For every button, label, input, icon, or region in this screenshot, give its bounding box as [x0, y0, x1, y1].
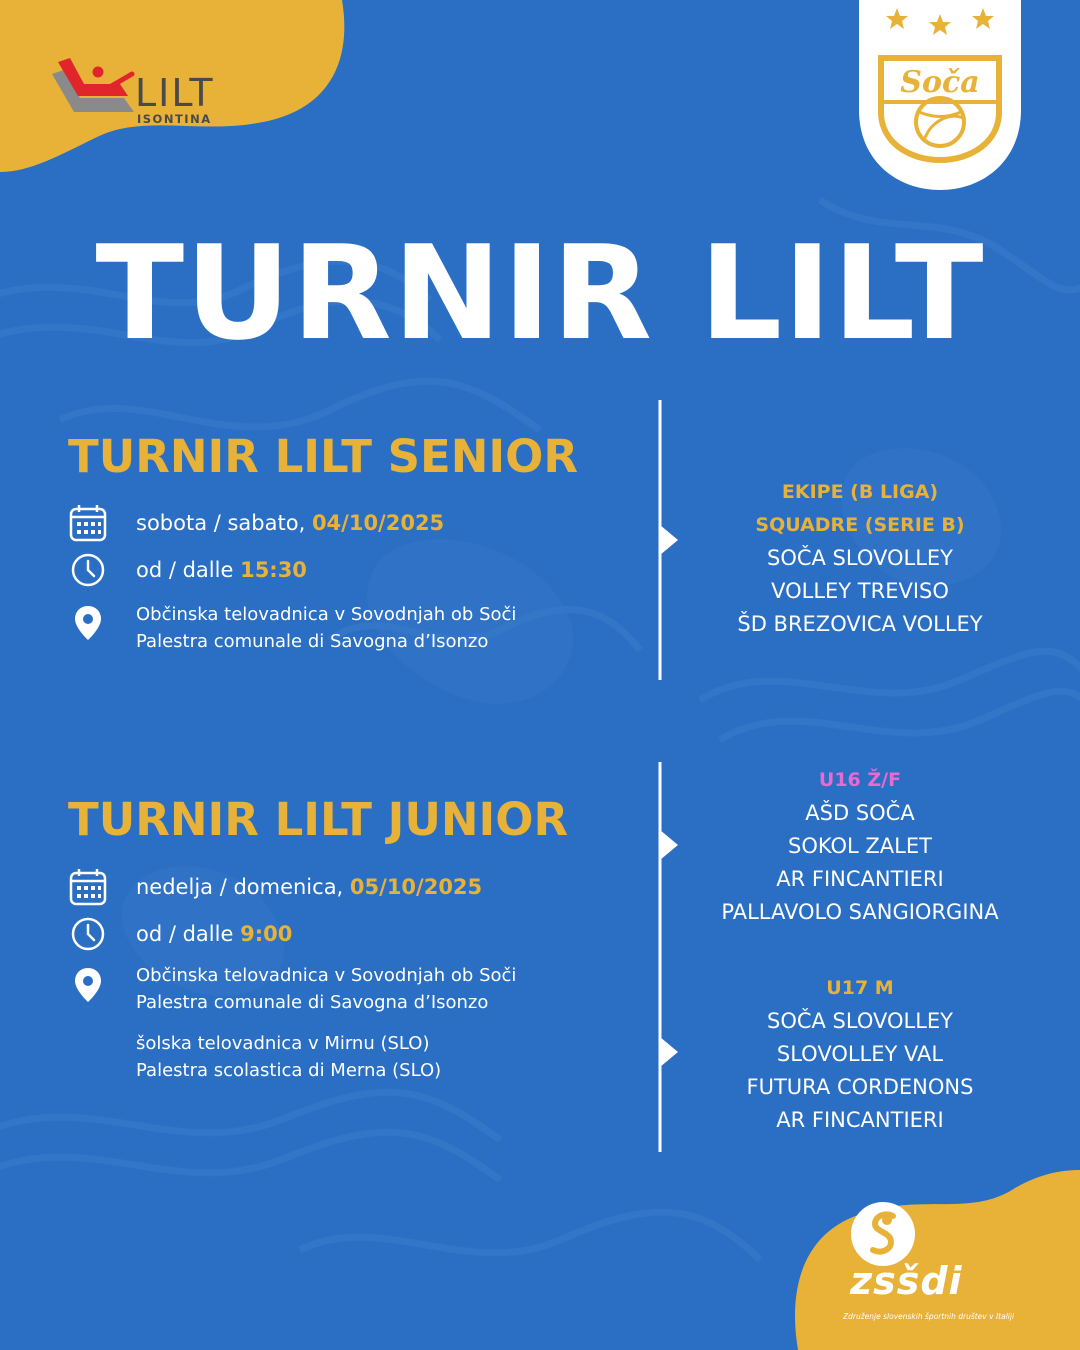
- calendar-icon: [68, 503, 108, 543]
- team-name: SOKOL ZALET: [788, 834, 932, 858]
- senior-venue-line1: Občinska telovadnica v Sovodnjah ob Soči: [136, 604, 517, 625]
- soca-crest-text: Soča: [900, 65, 980, 100]
- junior-venue2-line1: šolska telovadnica v Mirnu (SLO): [136, 1033, 430, 1054]
- team-name: SOČA SLOVOLLEY: [766, 546, 954, 570]
- calendar-icon: [68, 867, 108, 907]
- senior-time-value: 15:30: [240, 558, 307, 582]
- team-name: SOČA SLOVOLLEY: [766, 1009, 954, 1033]
- team-name: FUTURA CORDENONS: [746, 1075, 974, 1099]
- junior-date-value: 05/10/2025: [349, 875, 483, 899]
- u16-teams: [690, 764, 1030, 929]
- location-pin-icon: [68, 965, 108, 1005]
- senior-section-title: TURNIR LILT SENIOR: [68, 430, 579, 483]
- team-name: VOLLEY TREVISO: [771, 579, 949, 603]
- junior-venue-line2: Palestra comunale di Savogna d’Isonzo: [136, 992, 489, 1013]
- junior-date-prefix: nedelja / domenica,: [136, 875, 350, 899]
- clock-icon: [68, 914, 108, 954]
- lilt-logo-word: LILT: [135, 71, 215, 115]
- senior-time: [136, 558, 307, 582]
- zssdi-logo-icon: [849, 1200, 917, 1268]
- location-pin-icon: [68, 603, 108, 643]
- senior-venue: [136, 601, 516, 655]
- team-name: AR FINCANTIERI: [776, 867, 944, 891]
- junior-venue2-line2: Palestra scolastica di Merna (SLO): [136, 1060, 442, 1081]
- team-name: AŠD SOČA: [805, 801, 915, 825]
- team-name: ŠD BREZOVICA VOLLEY: [737, 612, 983, 636]
- junior-time: [136, 922, 292, 946]
- junior-divider: [658, 762, 662, 1152]
- junior-section-title: TURNIR LILT JUNIOR: [68, 793, 569, 846]
- senior-time-prefix: od / dalle: [136, 558, 241, 582]
- team-name: AR FINCANTIERI: [776, 1108, 944, 1132]
- junior-venue: [136, 962, 516, 1016]
- u17-teams: [690, 972, 1030, 1137]
- junior-date: [136, 875, 482, 899]
- lilt-logo-subtitle: ISONTINA: [137, 112, 212, 126]
- senior-divider: [658, 400, 662, 680]
- senior-teams-header-2: SQUADRE (SERIE B): [755, 514, 965, 536]
- zssdi-logo-subtitle: Združenje slovenskih športnih društev v Italiji: [843, 1312, 1015, 1321]
- main-title: TURNIR LILT: [95, 217, 985, 369]
- senior-date-prefix: sobota / sabato,: [136, 511, 312, 535]
- junior-time-prefix: od / dalle: [136, 922, 241, 946]
- junior-venue-2: [136, 1030, 441, 1084]
- team-name: PALLAVOLO SANGIORGINA: [721, 900, 999, 924]
- zssdi-logo-word: zsšdi: [850, 1259, 963, 1303]
- senior-teams: [690, 476, 1030, 641]
- senior-date: [136, 511, 444, 535]
- team-name: SLOVOLLEY VAL: [776, 1042, 944, 1066]
- senior-date-value: 04/10/2025: [311, 511, 445, 535]
- senior-teams-header-1: EKIPE (B LIGA): [781, 481, 939, 503]
- junior-time-value: 9:00: [240, 922, 293, 946]
- u16-header: U16 Ž/F: [818, 769, 902, 791]
- clock-icon: [68, 550, 108, 590]
- u17-header: U17 M: [826, 977, 894, 999]
- senior-venue-line2: Palestra comunale di Savogna d’Isonzo: [136, 631, 489, 652]
- junior-venue-line1: Občinska telovadnica v Sovodnjah ob Soči: [136, 965, 517, 986]
